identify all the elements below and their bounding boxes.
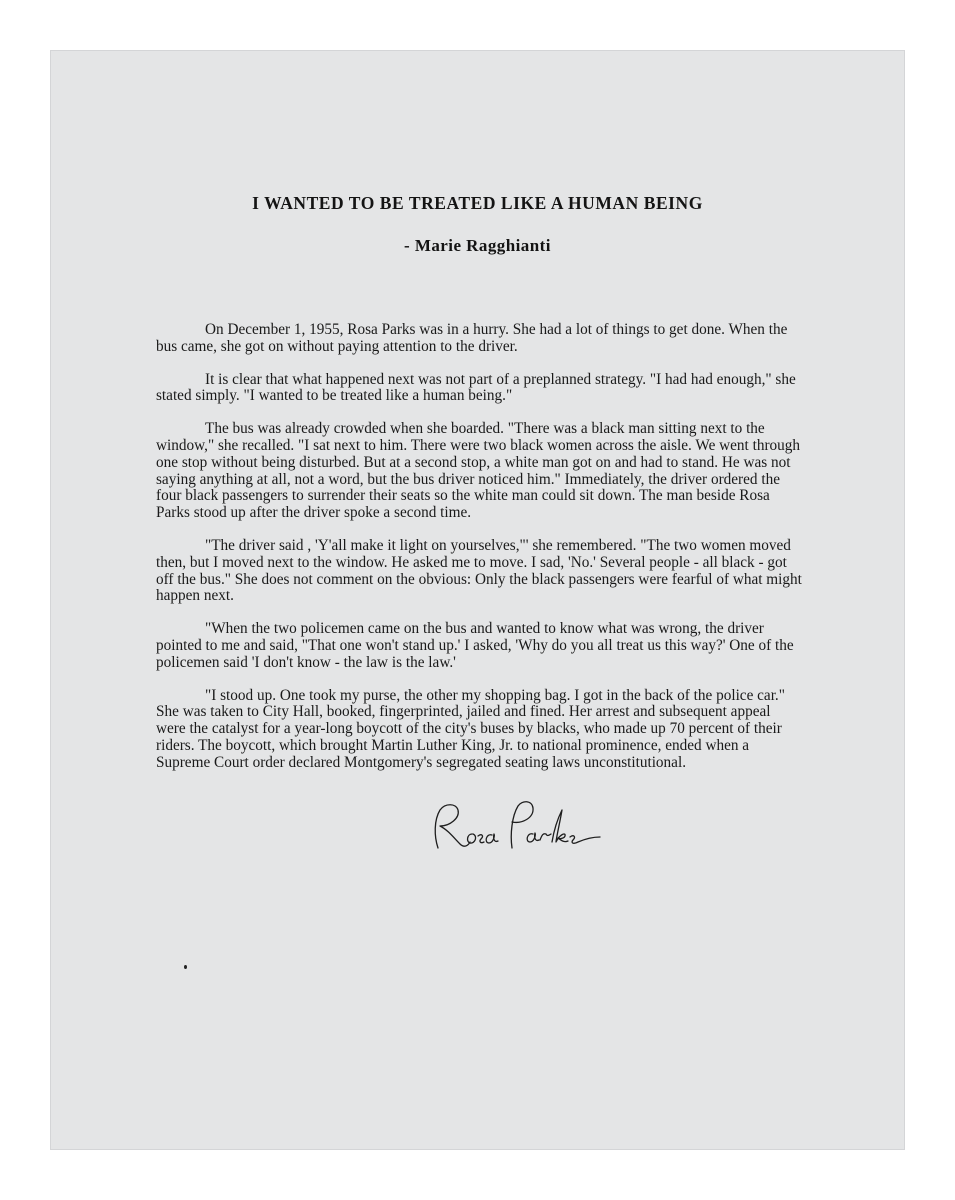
paragraph: It is clear that what happened next was not part of a preplanned strategy. "I had had enough," she stated simply. "I wanted to be treated like a human being." — [156, 370, 796, 405]
document-body — [156, 322, 802, 788]
paragraph: The bus was already crowded when she boarded. "There was a black man sitting next to the window," she recalled. "I sat next to him. There were two black women across the aisle. We went through one stop without being disturbed. But at a second stop, a white man got on and had to stand. He was not saying anything at all, not a word, but the bus driver noticed him." Immediately, the driver ordered the four black passengers to surrender their seats so the white man could sit down. The man beside Rosa Parks stood up after the driver spoke a second time. — [156, 420, 801, 522]
handwritten-signature — [420, 790, 620, 860]
document-title: I WANTED TO BE TREATED LIKE A HUMAN BEING — [252, 193, 703, 213]
author-byline: - Marie Ragghianti — [404, 236, 551, 255]
document-page — [50, 50, 905, 1150]
paragraph: "When the two policemen came on the bus and wanted to know what was wrong, the driver pointed to me and said, "That one won't stand up.' I asked, 'Why do you all treat us this way?' One of the policemen said 'I don't know - the law is the law.' — [156, 620, 794, 671]
paper-speck — [184, 965, 187, 969]
paragraph: "The driver said , 'Y'all make it light on yourselves,"' she remembered. "The two women moved then, but I moved next to the window. He asked me to move. I sad, 'No.' Several people - all black - got off the bus." She does not comment on the obvious: Only the black passengers were fearful of what might happen next. — [156, 537, 802, 605]
paragraph: "I stood up. One took my purse, the other my shopping bag. I got in the back of the police car." She was taken to City Hall, booked, fingerprinted, jailed and fined. Her arrest and subsequent appeal were the catalyst for a year-long boycott of the city's buses by blacks, who made up 70 percent of their riders. The boycott, which brought Martin Luther King, Jr. to national prominence, ended when a Supreme Court order declared Montgomery's segregated seating laws unconstitutional. — [156, 686, 785, 771]
paragraph: On December 1, 1955, Rosa Parks was in a hurry. She had a lot of things to get done. When the bus came, she got on without paying attention to the driver. — [156, 321, 788, 355]
